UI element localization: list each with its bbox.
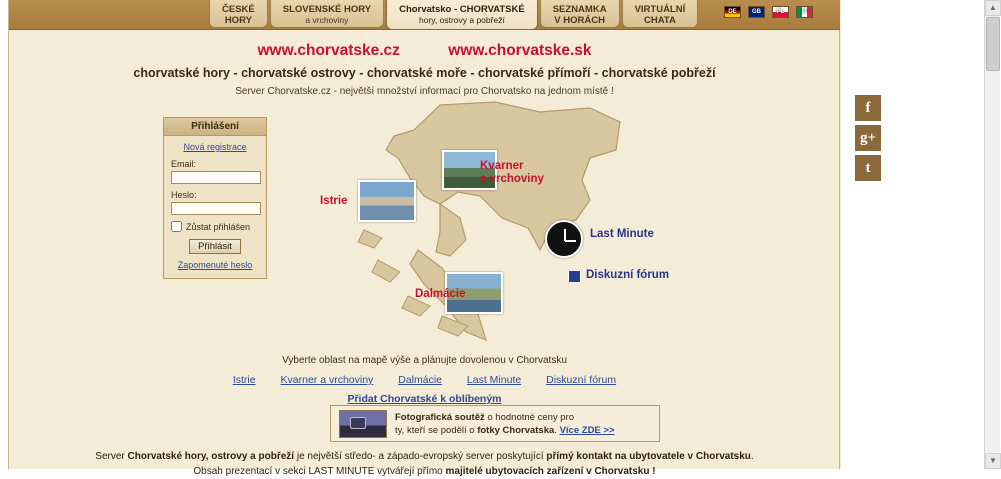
stay-logged-checkbox[interactable] [171, 221, 182, 232]
page-tagline: Server Chorvatske.cz - největší množství informací pro Chorvatsko na jednom místě ! [235, 86, 614, 97]
map-label-last-minute[interactable]: Last Minute [590, 228, 654, 240]
login-panel [163, 117, 267, 279]
login-panel-title: Přihlášení [164, 118, 266, 136]
left-frame [0, 0, 8, 469]
login-button-row [171, 239, 259, 254]
map-label-dalmacie[interactable]: Dalmácie [415, 288, 466, 300]
photo-contest-line2-mid: . [554, 424, 560, 436]
photo-contest-more-link[interactable]: Více ZDE >> [559, 424, 615, 436]
email-field[interactable] [171, 171, 261, 184]
region-links [9, 374, 840, 386]
twitter-icon[interactable]: t [855, 155, 881, 181]
domain-links [9, 42, 840, 60]
new-registration-link[interactable]: Nová registrace [183, 142, 247, 152]
photo-contest-line2-pre: ty, kteří se podělí o [395, 424, 478, 436]
map-label-forum[interactable]: Diskuzní fórum [586, 269, 670, 281]
nav-tab-slovenske-hory[interactable] [270, 0, 384, 28]
language-flags [724, 6, 813, 18]
nav-tab-line1: SLOVENSKÉ HORY [282, 3, 372, 15]
camera-photo-icon [339, 410, 387, 438]
nav-tab-virtualni-chata[interactable] [622, 0, 699, 28]
site-nav [209, 0, 698, 30]
flag-gb-icon[interactable] [748, 6, 765, 18]
footer-line1-post: je největší středo- a západo-evropský server poskytující [294, 451, 547, 462]
nav-tab-line2: V HORÁCH [554, 14, 605, 26]
forgot-password-link[interactable]: Zapomenuté heslo [177, 260, 253, 270]
add-favorites-row [9, 393, 840, 405]
domain-link-sk[interactable]: www.chorvatske.sk [448, 42, 592, 59]
nav-tab-line2: hory, ostrovy a pobřeží [418, 14, 505, 25]
social-share-sidebar [855, 95, 881, 181]
scroll-up-arrow-icon[interactable]: ▲ [985, 0, 1001, 16]
footer-line1 [9, 449, 840, 464]
nav-tab-line1: VIRTUÁLNÍ [634, 3, 686, 15]
map-label-istrie[interactable]: Istrie [320, 195, 348, 207]
footer-line2-bold: majitelé ubytovacích zařízení v Chorvatsku ! [445, 466, 656, 477]
nav-tab-line2: a vrchoviny [305, 14, 349, 25]
facebook-icon[interactable]: f [855, 95, 881, 121]
region-link-istrie[interactable]: Istrie [232, 374, 256, 386]
region-link-dalmacie[interactable]: Dalmácie [398, 374, 442, 386]
footer-line1-bold: Chorvatské hory, ostrovy a pobřeží [127, 451, 295, 462]
nav-tab-ceske-hory[interactable] [209, 0, 268, 28]
scroll-down-arrow-icon[interactable]: ▼ [985, 453, 1001, 469]
password-label: Heslo: [171, 190, 197, 200]
login-panel-body [164, 136, 266, 278]
top-navigation-bar [9, 0, 840, 30]
last-minute-clock-icon[interactable] [545, 220, 583, 258]
nav-tab-line1: SEZNAMKA [552, 3, 607, 15]
photo-contest-line2-bold: fotky Chorvatska [477, 424, 555, 436]
window-scrollbar[interactable] [984, 0, 1000, 469]
flag-pl-icon[interactable] [772, 6, 789, 18]
forgot-password-row [171, 260, 259, 270]
photo-contest-text [395, 411, 615, 437]
nav-tab-line2: HORY [224, 14, 252, 26]
footer-text [9, 449, 840, 479]
page-subtitle: chorvatské hory - chorvatské ostrovy - chorvatské moře - chorvatské přímoří - chorvatské pobřeží [133, 66, 716, 80]
nav-tab-chorvatsko[interactable] [386, 0, 538, 30]
footer-line2 [9, 464, 840, 479]
login-submit-button[interactable]: Přihlásit [189, 239, 241, 254]
photo-contest-promo[interactable] [330, 405, 660, 442]
map-hint-text: Vyberte oblast na mapě výše a plánujte dovolenou v Chorvatsku [282, 355, 567, 366]
email-label: Email: [171, 159, 197, 169]
photo-contest-line1-rest: o hodnotné ceny pro [484, 411, 575, 423]
flag-pl-label: PL [776, 9, 785, 15]
photo-contest-line2 [395, 424, 615, 437]
below-map-section [9, 355, 840, 405]
map-label-kvarner-line1: Kvarner [480, 160, 524, 172]
forum-icon[interactable] [568, 270, 581, 283]
google-plus-icon[interactable]: g+ [855, 125, 881, 151]
region-link-kvarner[interactable]: Kvarner a vrchoviny [280, 374, 374, 386]
flag-de-label: DE [728, 9, 737, 15]
flag-gb-label: GB [752, 9, 761, 15]
page-header [9, 42, 840, 97]
croatia-map-area [290, 100, 710, 360]
flag-de-icon[interactable] [724, 6, 741, 18]
scrollbar-thumb[interactable] [986, 17, 1000, 71]
domain-link-cz[interactable]: www.chorvatske.cz [257, 42, 400, 59]
map-label-kvarner[interactable] [480, 160, 544, 186]
footer-line2-pre: Obsah prezentací v sekci LAST MINUTE vytvářejí přímo [193, 466, 446, 477]
nav-tab-line1: Chorvatsko - CHORVATSKÉ [399, 3, 525, 15]
nav-tab-line2: CHATA [643, 14, 676, 26]
stay-logged-row [171, 221, 259, 232]
photo-contest-line1 [395, 411, 615, 424]
region-link-forum[interactable]: Diskuzní fórum [546, 374, 617, 386]
istrie-photo-image [360, 182, 414, 220]
stay-logged-label: Zůstat přihlášen [186, 221, 251, 232]
region-link-last-minute[interactable]: Last Minute [466, 374, 522, 386]
flag-it-label: IT [801, 9, 808, 15]
istrie-photo[interactable] [358, 180, 416, 222]
nav-tab-seznamka[interactable] [540, 0, 620, 28]
photo-contest-line1-bold: Fotografická soutěž [395, 411, 485, 423]
footer-line1-bold2: přímý kontakt na ubytovatele v Chorvatsku [546, 451, 751, 462]
footer-line1-pre: Server [95, 451, 128, 462]
nav-tab-line1: ČESKÉ [222, 3, 255, 15]
flag-it-icon[interactable] [796, 6, 813, 18]
right-gutter [841, 0, 1000, 469]
map-label-kvarner-line2: a vrchoviny [480, 173, 544, 185]
add-to-favorites-link[interactable]: Přidat Chorvatské k oblíbeným [347, 393, 502, 405]
password-field[interactable] [171, 202, 261, 215]
footer-line1-end: . [750, 451, 754, 462]
register-row [171, 142, 259, 152]
